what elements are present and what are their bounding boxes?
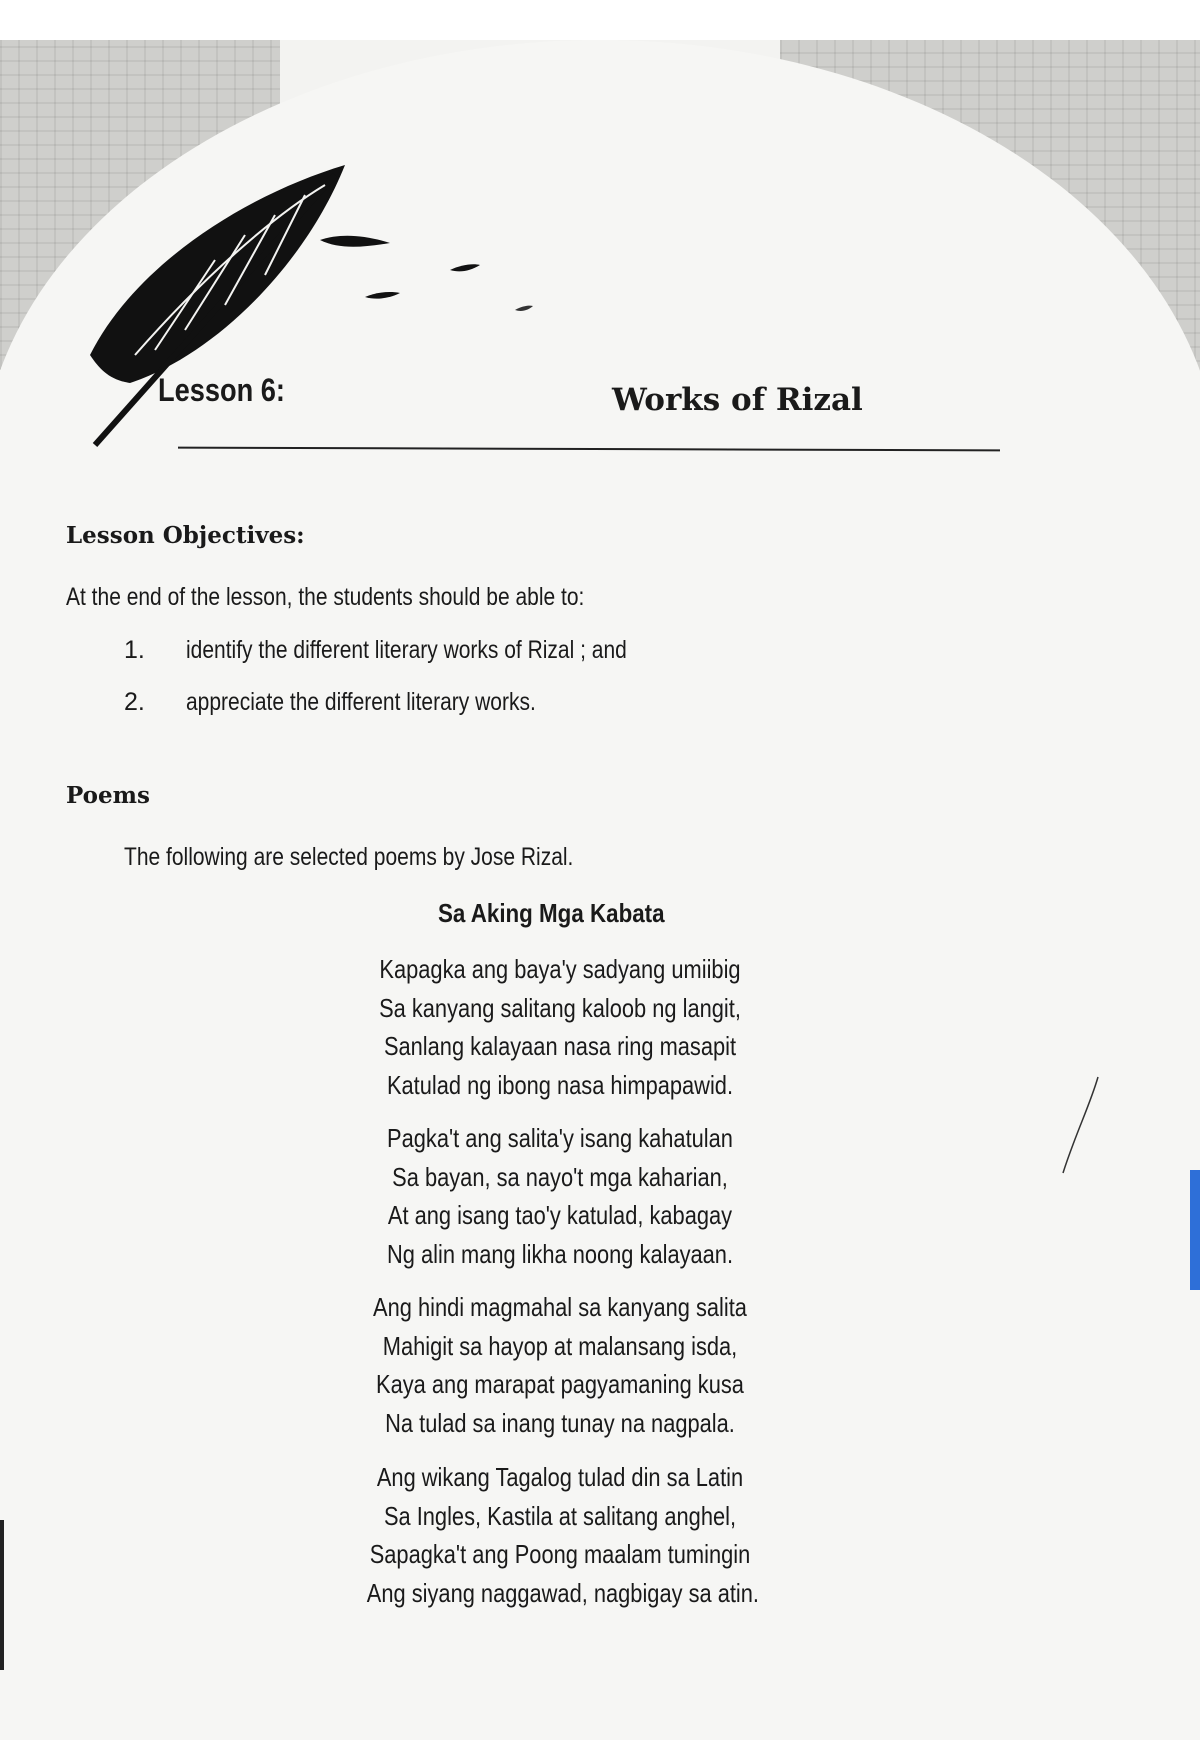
scan-top-margin bbox=[0, 0, 1200, 40]
pen-stroke-mark bbox=[1060, 1075, 1100, 1175]
poem-line: Pagka't ang salita'y isang kahatulan bbox=[387, 1123, 733, 1153]
poem-line: Ng alin mang likha noong kalayaan. bbox=[386, 1238, 734, 1269]
poem-line: At ang isang tao'y katulad, kabagay bbox=[387, 1200, 733, 1230]
objective-number: 1. bbox=[124, 636, 145, 664]
objective-number: 2. bbox=[124, 688, 145, 716]
poem-line: Kapagka ang baya'y sadyang umiibig bbox=[379, 954, 741, 984]
poem-line: Mahigit sa hayop at malansang isda, bbox=[382, 1330, 738, 1361]
poem-line: Na tulad sa inang tunay na nagpala. bbox=[385, 1407, 735, 1438]
poem-line: Ang siyang naggawad, nagbigay sa atin. bbox=[366, 1577, 760, 1608]
poem-title: Sa Aking Mga Kabata bbox=[438, 898, 665, 928]
poems-intro: The following are selected poems by Jose Rizal. bbox=[124, 843, 574, 871]
poem-line: Sa Ingles, Kastila at salitang anghel, bbox=[383, 1500, 737, 1531]
objective-text: identify the different literary works of Rizal ; and bbox=[186, 636, 627, 664]
poem-line: Ang hindi magmahal sa kanyang salita bbox=[373, 1292, 747, 1322]
poem-line: Ang wikang Tagalog tulad din sa Latin bbox=[376, 1462, 744, 1492]
lesson-title: Works of Rizal bbox=[612, 382, 863, 418]
poem-line: Kaya ang marapat pagyamaning kusa bbox=[376, 1369, 744, 1399]
poem-line: Sapagka't ang Poong maalam tumingin bbox=[369, 1539, 751, 1569]
lesson-number: Lesson 6: bbox=[158, 372, 285, 408]
poem-line: Sa bayan, sa nayo't mga kaharian, bbox=[392, 1161, 728, 1192]
scan-left-edge-mark bbox=[0, 1520, 4, 1670]
poem-line: Katulad ng ibong nasa himpapawid. bbox=[386, 1069, 734, 1100]
poem-stanza bbox=[330, 1288, 790, 1442]
poem-line: Sa kanyang salitang kaloob ng langit, bbox=[379, 992, 741, 1023]
poem-stanza bbox=[330, 1119, 790, 1273]
objectives-intro: At the end of the lesson, the students should be able to: bbox=[66, 583, 585, 611]
poem-stanza bbox=[330, 1458, 790, 1612]
feather-quill-icon bbox=[75, 155, 535, 455]
poems-heading: Poems bbox=[66, 782, 150, 809]
poem-line: Sanlang kalayaan nasa ring masapit bbox=[383, 1031, 737, 1061]
objective-text: appreciate the different literary works. bbox=[186, 688, 536, 716]
poem-stanza bbox=[330, 950, 790, 1104]
edge-blue-tab bbox=[1190, 1170, 1200, 1290]
objectives-heading: Lesson Objectives: bbox=[66, 522, 305, 549]
